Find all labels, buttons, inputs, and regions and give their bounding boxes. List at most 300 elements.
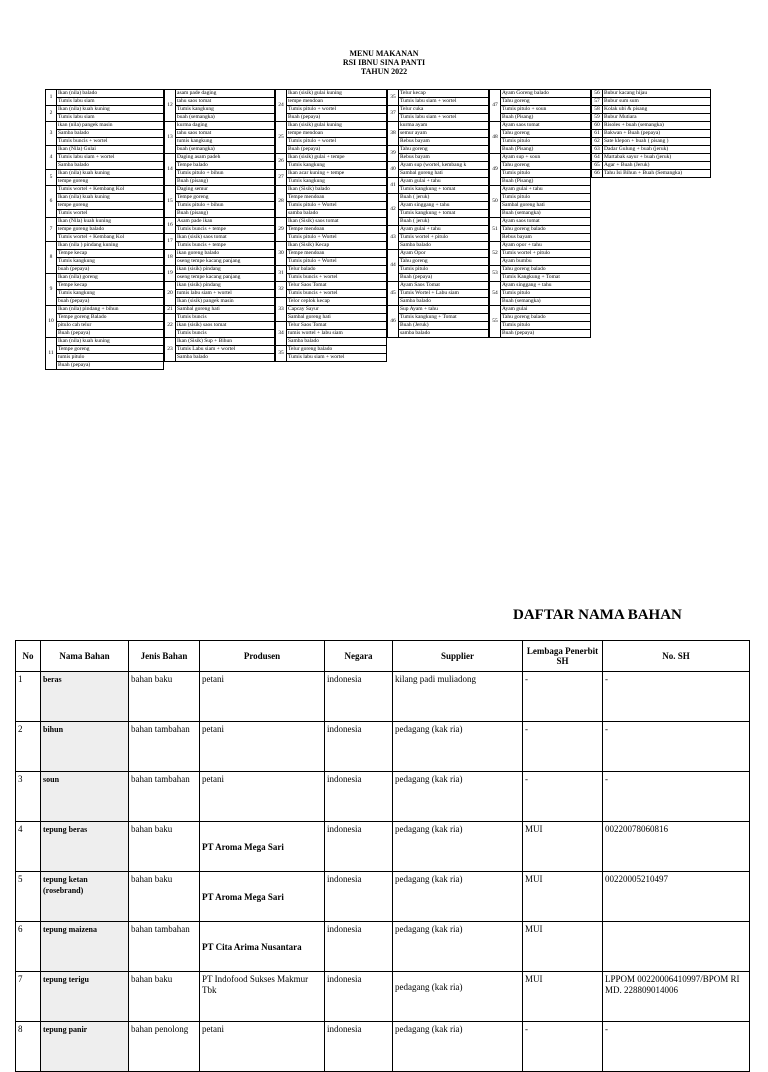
menu-item: Buah (pisang) [176,210,275,218]
menu-item: Tempe mendoan [287,226,387,234]
cell-jenis-bahan [129,772,200,822]
menu-row [388,186,489,194]
menu-day-number: 59 [592,114,603,122]
menu-item: Ikan (sisik) saos tomat [176,234,275,242]
menu-row [388,194,489,202]
menu-item: Tumis wortel + Kembang Kol [57,234,164,242]
cell-no [16,672,41,722]
menu-row [388,114,489,122]
menu-day-number: 52 [490,242,501,266]
menu-row [46,130,164,138]
menu-row [46,170,164,178]
menu-day-number: 50 [490,186,501,218]
cell-no-text: 2 [18,724,23,734]
cell-negara-text: indonesia [327,724,362,734]
menu-row [490,258,591,266]
menu-row [490,298,591,306]
header-no: No [16,641,41,672]
menu-row [46,138,164,146]
menu-row [165,346,275,354]
cell-produsen-text: petani [202,774,224,784]
menu-item: Tumis labu siam + wortel [57,154,164,162]
menu-row [276,218,387,226]
cell-produsen [200,922,325,972]
menu-item: tahu saos tomat [176,130,275,138]
menu-row [388,330,489,338]
cell-no-sh-text: - [605,774,608,784]
menu-item: Rebus bayam [399,154,489,162]
cell-supplier-text: pedagang (kak ria) [395,774,463,784]
menu-item: Ayam opor + tahu [501,242,591,250]
menu-row [388,210,489,218]
cell-no-sh-text: - [605,724,608,734]
menu-item: ikan (sisik) pindang [176,266,275,274]
menu-row [276,90,387,98]
menu-day-number: 49 [490,154,501,186]
cell-lembaga [523,1022,603,1072]
menu-row [388,226,489,234]
menu-item: tempe mendoan [287,130,387,138]
menu-day-number: 13 [165,122,176,154]
cell-produsen-text: PT Aroma Mega Sari [202,892,284,902]
menu-row [276,210,387,218]
menu-row [388,306,489,314]
menu-row [46,106,164,114]
cell-nama-bahan-text: tepung ketan (rosebrand) [43,875,88,895]
menu-row [46,322,164,330]
menu-item: Ayam saos tomat [501,122,591,130]
ingredients-header-row [16,641,750,672]
menu-item: buah (pepaya) [57,266,164,274]
menu-row [276,186,387,194]
ingredients-table [15,640,750,1072]
cell-lembaga-text: MUI [525,924,543,934]
menu-title: MENU MAKANAN [349,49,419,58]
cell-supplier-text: pedagang (kak ria) [395,924,463,934]
menu-day-number: 56 [592,90,603,98]
menu-item: Tumis pitulo + wortel [287,106,387,114]
menu-row [388,106,489,114]
menu-item: Ikan (nila ) pindang kuning [57,242,164,250]
menu-day-number: 24 [276,90,287,122]
cell-negara-text: indonesia [327,924,362,934]
cell-nama-bahan [41,722,129,772]
cell-produsen [200,1022,325,1072]
cell-no-text: 5 [18,874,23,884]
menu-row [490,114,591,122]
menu-day-number: 65 [592,162,603,170]
menu-item: Tahu goreng [501,130,591,138]
menu-item: Tumis buncis + wortel [287,290,387,298]
menu-row [388,98,489,106]
menu-row [165,322,275,330]
header-negara: Negara [325,641,393,672]
menu-row [165,186,275,194]
menu-row [388,170,489,178]
menu-item: Ayam singgang + tahu [399,202,489,210]
cell-no-sh [603,672,750,722]
menu-item: Tempe goreng [176,194,275,202]
menu-day-number: 15 [165,186,176,218]
menu-row [490,282,591,290]
menu-row [165,306,275,314]
cell-supplier [393,972,523,1022]
cell-nama-bahan [41,972,129,1022]
menu-item: Tumis buncis + wortel [57,138,164,146]
menu-row [276,322,387,330]
menu-row [388,130,489,138]
menu-day-number: 28 [276,186,287,218]
menu-day-number: 33 [276,298,287,322]
menu-item: Bubur Mutiara [603,114,711,122]
cell-lembaga-text: - [525,774,528,784]
menu-day-number: 17 [165,234,176,250]
cell-nama-bahan [41,772,129,822]
cell-no-sh [603,872,750,922]
header-no-sh: No. SH [603,641,750,672]
menu-item: Tahu goreng [399,146,489,154]
menu-row [490,234,591,242]
menu-item: Tumis kangkung + Tomat [399,314,489,322]
ingredient-row [16,972,750,1022]
menu-row [490,314,591,322]
cell-produsen [200,872,325,922]
menu-row [490,274,591,282]
menu-row [165,314,275,322]
menu-item: Tumis pitulo [501,290,591,298]
menu-item: Tahu goreng balado [501,314,591,322]
menu-item: Telur kecap [399,90,489,98]
cell-no [16,1022,41,1072]
menu-item: Tumis wortel [57,210,164,218]
menu-item: Ikan (sisik) pangek masin [176,298,275,306]
menu-row [592,162,711,170]
cell-negara-text: indonesia [327,974,362,984]
menu-row [388,274,489,282]
menu-row [46,146,164,154]
ingredients-body [16,672,750,1072]
menu-row [490,226,591,234]
menu-item: Tumis pitulo + Wortel [287,258,387,266]
menu-row [165,130,275,138]
menu-item: tempe goreng [57,202,164,210]
menu-row [46,274,164,282]
menu-row [165,178,275,186]
cell-negara [325,672,393,722]
menu-item: Ikan (nila) kuah kuning [57,106,164,114]
menu-item: Buah (semangka) [501,210,591,218]
menu-item: Telur balado [287,266,387,274]
menu-item: Ikan (Sisik) Sup + Bihun [176,338,275,346]
menu-item: Tumis pitulo [501,194,591,202]
menu-row [165,114,275,122]
menu-row [46,298,164,306]
menu-day-number: 22 [165,314,176,338]
menu-day-number: 14 [165,154,176,186]
menu-row [388,138,489,146]
menu-row [276,290,387,298]
menu-item: Ikan (nila) kuah kuning [57,170,164,178]
menu-row [165,210,275,218]
menu-row [276,282,387,290]
cell-jenis-bahan-text: bahan baku [131,824,173,834]
menu-item: Tumis Labu siam + wortel [176,346,275,354]
menu-item: tumis pitulo [57,354,164,362]
cell-no-sh [603,822,750,872]
menu-item: Ayam bumbu [501,258,591,266]
menu-row [276,130,387,138]
menu-item: Tumis buncis + wortel [287,274,387,282]
menu-item: Tumis buncis [176,330,275,338]
cell-negara [325,922,393,972]
menu-day-number: 66 [592,170,603,178]
cell-supplier-text: kilang padi muliadong [395,674,476,684]
menu-row [388,266,489,274]
cell-no [16,922,41,972]
menu-row [165,250,275,258]
menu-item: Ikan (nila) pindang + bihun [57,306,164,314]
cell-lembaga-text: - [525,724,528,734]
menu-day-number: 7 [46,218,57,242]
menu-row [276,338,387,346]
menu-row [46,186,164,194]
menu-item: Buah (pepaya) [287,114,387,122]
cell-lembaga-text: MUI [525,824,543,834]
menu-item: Dadar Gulung + buah (jeruk) [603,146,711,154]
menu-item: Tempe kecap [57,250,164,258]
menu-item: Ikan (Sisik) balado [287,186,387,194]
menu-item: Tumis Kangkung + Tomat [501,274,591,282]
menu-day-number: 37 [388,106,399,122]
menu-item: ikan (sisik) saos tomat [176,322,275,330]
menu-day-number: 4 [46,146,57,170]
menu-item: Telur Saos Tomat [287,322,387,330]
menu-item: Buah (Pisang) [501,114,591,122]
menu-item: Ayam gulai + tahu [501,186,591,194]
menu-row [388,162,489,170]
cell-supplier [393,722,523,772]
menu-item: Tempe mendoan [287,194,387,202]
menu-item: Tumis pitulo [501,170,591,178]
cell-no-text: 7 [18,974,23,984]
menu-column-5 [489,89,591,338]
cell-jenis-bahan [129,722,200,772]
ingredient-row [16,822,750,872]
cell-jenis-bahan-text: bahan tambahan [131,774,190,784]
menu-item: Sambal goreng hati [399,170,489,178]
menu-row [165,330,275,338]
menu-item: Buah (Pisang) [501,146,591,154]
menu-row [490,170,591,178]
menu-day-number: 42 [388,194,399,226]
menu-row [490,306,591,314]
menu-row [388,122,489,130]
menu-item: Ikan (nila) kuah kuning [57,194,164,202]
menu-column-2 [164,89,275,362]
menu-row [490,194,591,202]
menu-item: Tumis kangkung + tomat [399,186,489,194]
menu-row [276,242,387,250]
cell-no-sh [603,972,750,1022]
menu-row [276,330,387,338]
menu-row [276,106,387,114]
menu-row [490,250,591,258]
menu-item: Tempe kecap [57,282,164,290]
ingredients-title: DAFTAR NAMA BAHAN [513,607,682,623]
menu-row [165,98,275,106]
menu-item: Ikan (sisik) gulai + tempe [287,154,387,162]
menu-item: Ayam sup (wortel, kembang k [399,162,489,170]
cell-nama-bahan [41,922,129,972]
cell-supplier-text: pedagang (kak ria) [395,1024,463,1034]
menu-row [388,202,489,210]
menu-day-number: 58 [592,106,603,114]
menu-item: Sup Ayam + tahu [399,306,489,314]
menu-item: Tumis kangkung [287,162,387,170]
menu-row [388,178,489,186]
menu-item: Ikan (nila) kuah kuning [57,338,164,346]
menu-row [46,330,164,338]
cell-lembaga [523,672,603,722]
cell-jenis-bahan [129,972,200,1022]
cell-lembaga-text: MUI [525,874,543,884]
menu-row [46,114,164,122]
menu-item: tumis kangkung [176,138,275,146]
menu-row [490,218,591,226]
cell-supplier [393,872,523,922]
cell-jenis-bahan [129,922,200,972]
menu-item: buah (semangka) [176,146,275,154]
ingredient-row [16,872,750,922]
menu-item: tumis labu siam + wortel [176,290,275,298]
cell-negara [325,772,393,822]
cell-nama-bahan [41,822,129,872]
menu-row [165,106,275,114]
menu-row [46,202,164,210]
menu-row [490,90,591,98]
cell-negara-text: indonesia [327,824,362,834]
menu-row [165,122,275,130]
menu-row [490,162,591,170]
menu-day-number: 3 [46,122,57,146]
menu-item: tahu saos tomat [176,98,275,106]
menu-row [46,314,164,322]
cell-jenis-bahan-text: bahan penolong [131,1024,189,1034]
cell-nama-bahan [41,872,129,922]
cell-no [16,772,41,822]
menu-item: Tumis labu siam + wortel [399,114,489,122]
menu-row [276,306,387,314]
menu-day-number: 11 [46,338,57,370]
menu-item: Tumis buncis + tempe [176,242,275,250]
cell-produsen-text: PT Cita Arima Nusantara [202,942,302,952]
menu-row [165,354,275,362]
menu-item: Buah (pepaya) [287,146,387,154]
cell-negara [325,722,393,772]
menu-row [276,346,387,354]
cell-no-text: 8 [18,1024,23,1034]
cell-no-sh [603,1022,750,1072]
menu-item: Tumis buncis [176,314,275,322]
menu-item: Tumis pitulo + bihun [176,170,275,178]
ingredient-row [16,922,750,972]
menu-row [388,322,489,330]
menu-item: Sambal goreng hati [501,202,591,210]
menu-row [276,202,387,210]
menu-row [165,138,275,146]
cell-nama-bahan-text: tepung maizena [43,925,97,934]
menu-row [592,98,711,106]
menu-item: Tumis kangkung + tomat [399,210,489,218]
menu-item: Tumis kangkung [57,258,164,266]
menu-row [165,202,275,210]
menu-row [165,194,275,202]
menu-item: Ikan (nila) balado [57,90,164,98]
menu-item: Ikan (Nila) kuah kuning [57,218,164,226]
menu-row [490,122,591,130]
menu-item: Ayam gulai + tahu [399,226,489,234]
menu-item: tempe mendoan [287,98,387,106]
menu-row [46,154,164,162]
menu-item: Tempe balado [176,162,275,170]
menu-day-number: 57 [592,98,603,106]
cell-supplier [393,922,523,972]
menu-subtitle: RSI IBNU SINA PANTI [342,58,426,67]
menu-row [490,210,591,218]
menu-row [592,130,711,138]
menu-row [276,298,387,306]
menu-item: ikan (sisik) pindang [176,282,275,290]
menu-item: Tempe goreng Balado [57,314,164,322]
cell-no-sh-text: - [605,1024,608,1034]
menu-item: ikan goreng balado [176,250,275,258]
menu-day-number: 27 [276,170,287,186]
menu-row [46,122,164,130]
menu-item: Buah (pepaya) [57,362,164,370]
menu-row [46,178,164,186]
menu-row [165,146,275,154]
menu-item: Ayam gulai + tahu [399,178,489,186]
menu-row [46,362,164,370]
menu-item: Tumis kangkung [287,178,387,186]
menu-day-number: 5 [46,170,57,186]
menu-row [388,298,489,306]
menu-item: Bakwan + Buah (pepaya) [603,130,711,138]
header-lembaga: Lembaga Penerbit SH [523,641,603,672]
menu-row [490,130,591,138]
cell-nama-bahan [41,672,129,722]
menu-item: Ayam singgang + tahu [501,282,591,290]
menu-day-number: 2 [46,106,57,122]
menu-day-number: 45 [388,282,399,306]
cell-jenis-bahan [129,1022,200,1072]
menu-item: Buah (pepaya) [57,330,164,338]
menu-item: Buah (pepaya) [501,330,591,338]
menu-row [165,298,275,306]
menu-row [165,282,275,290]
menu-item: asam pade daging [176,90,275,98]
cell-negara-text: indonesia [327,874,362,884]
menu-item: Tempe goreng [57,346,164,354]
menu-item: buah (pepaya) [57,298,164,306]
menu-item: Ayam sup + soun [501,154,591,162]
menu-row [490,186,591,194]
menu-day-number: 29 [276,218,287,242]
menu-item: Tempe mendoan [287,250,387,258]
cell-negara [325,822,393,872]
menu-item: tumis wortel + labu siam [287,330,387,338]
cell-jenis-bahan [129,672,200,722]
